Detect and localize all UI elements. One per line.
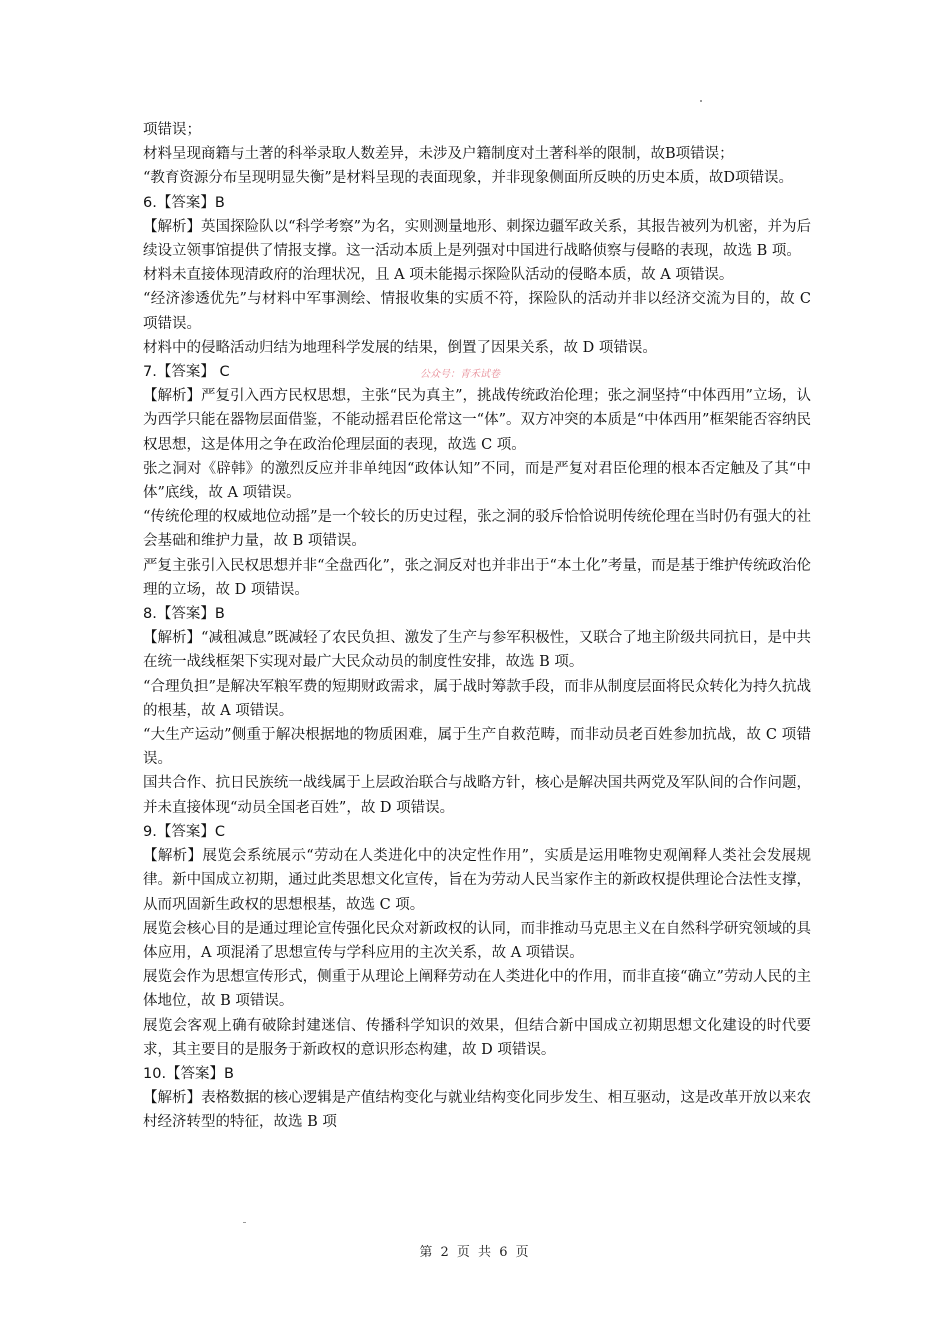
answer-heading-7: 7.【答案】 C [143, 364, 230, 381]
scan-dot [243, 1222, 246, 1223]
paragraph: “经济渗透优先”与材料中军事测绘、情报收集的实质不符，探险队的活动并非以经济交流为目的，故 C 项错误。 [143, 291, 811, 332]
answer-heading-8: 8.【答案】B [143, 606, 225, 623]
watermark: 公众号：青禾试卷 [420, 369, 500, 380]
answer-heading-10: 10.【答案】B [143, 1065, 235, 1082]
paragraph: 【解析】展览会系统展示“劳动在人类进化中的决定性作用”，实质是运用唯物史观阐释人类社会发展规律。新中国成立初期，通过此类思想文化宣传，旨在为劳动人民当家作主的新政权提供理论合法性支撑，从而巩固新生政权的思想根基，故选 C 项。 [143, 848, 811, 913]
paragraph: 项错误； [143, 122, 201, 138]
paragraph: 【解析】“减租减息”既减轻了农民负担、激发了生产与参军积极性，又联合了地主阶级共同抗日，是中共在统一战线框架下实现对最广大民众动员的制度性安排，故选 B 项。 [143, 630, 811, 671]
faint-watermark [410, 962, 505, 972]
paragraph: 材料未直接体现清政府的治理状况，且 A 项未能揭示探险队活动的侵略本质，故 A 项错误。 [143, 267, 734, 284]
paragraph: 严复主张引入民权思想并非“全盘西化”，张之洞反对也并非出于“本土化”考量，而是基于维护传统政治伦理的立场，故 D 项错误。 [143, 557, 811, 598]
paragraph: “传统伦理的权威地位动摇”是一个较长的历史过程，张之洞的驳斥恰恰说明传统伦理在当时仍有强大的社会基础和维护力量，故 B 项错误。 [143, 509, 811, 550]
answer-heading-6: 6.【答案】B [143, 194, 225, 211]
answer-explanations [143, 118, 811, 1135]
paragraph: “大生产运动”侧重于解决根据地的物质困难，属于生产自救范畴，而非动员老百姓参加抗战，故 C 项错误。 [143, 727, 811, 768]
paragraph: “合理负担”是解决军粮军费的短期财政需求，属于战时筹款手段，而非从制度层面将民众转化为持久抗战的根基，故 A 项错误。 [143, 678, 811, 719]
paragraph: 【解析】表格数据的核心逻辑是产值结构变化与就业结构变化同步发生、相互驱动，这是改革开放以来农村经济转型的特征，故选 B 项 [143, 1090, 811, 1131]
paragraph: 展览会核心目的是通过理论宣传强化民众对新政权的认同，而非推动马克思主义在自然科学研究领域的具体应用，A 项混淆了思想宣传与学科应用的主次关系，故 A 项错误。 [143, 920, 811, 961]
paragraph: 展览会客观上确有破除封建迷信、传播科学知识的效果，但结合新中国成立初期思想文化建设的时代要求，其主要目的是服务于新政权的意识形态构建，故 D 项错误。 [143, 1017, 811, 1058]
paragraph: 【解析】英国探险队以“科学考察”为名，实则测量地形、刺探边疆军政关系，其报告被列为机密，并为后续设立领事馆提供了情报支撑。这一活动本质上是列强对中国进行战略侦察与侵略的表现，故选 B 项。 [143, 218, 811, 260]
paragraph: 张之洞对《辟韩》的激烈反应并非单纯因“政体认知”不同，而是严复对君臣伦理的根本否定触及了其“中体”底线，故 A 项错误。 [143, 460, 811, 502]
paragraph: “教育资源分布呈现明显失衡”是材料呈现的表面现象，并非现象侧面所反映的历史本质，故D项错误。 [143, 170, 793, 187]
paragraph: 展览会作为思想宣传形式，侧重于从理论上阐释劳动在人类进化中的作用，而非直接“确立”劳动人民的主体地位，故 B 项错误。 [143, 969, 811, 1010]
paragraph: 国共合作、抗日民族统一战线属于上层政治联合与战略方针，核心是解决国共两党及军队间的合作问题，并未直接体现“动员全国老百姓”，故 D 项错误。 [143, 775, 811, 816]
scan-dot [700, 100, 702, 102]
answer-heading-9: 9.【答案】C [143, 823, 225, 840]
page-footer: 第 2 页 共 6 页 [419, 1245, 531, 1260]
paragraph: 【解析】严复引入西方民权思想，主张“民为真主”，挑战传统政治伦理；张之洞坚持“中体西用”立场，认为西学只能在器物层面借鉴，不能动摇君臣伦常这一“体”。双方冲突的本质是“中体西用”框架能否容纳民权思想，这是体用之争在政治伦理层面的表现，故选 C 项。 [143, 388, 811, 453]
paragraph: 材料中的侵略活动归结为地理科学发展的结果，倒置了因果关系，故 D 项错误。 [143, 339, 657, 356]
paragraph: 材料呈现商籍与土著的科举录取人数差异，未涉及户籍制度对土著科举的限制，故B项错误； [143, 146, 734, 163]
